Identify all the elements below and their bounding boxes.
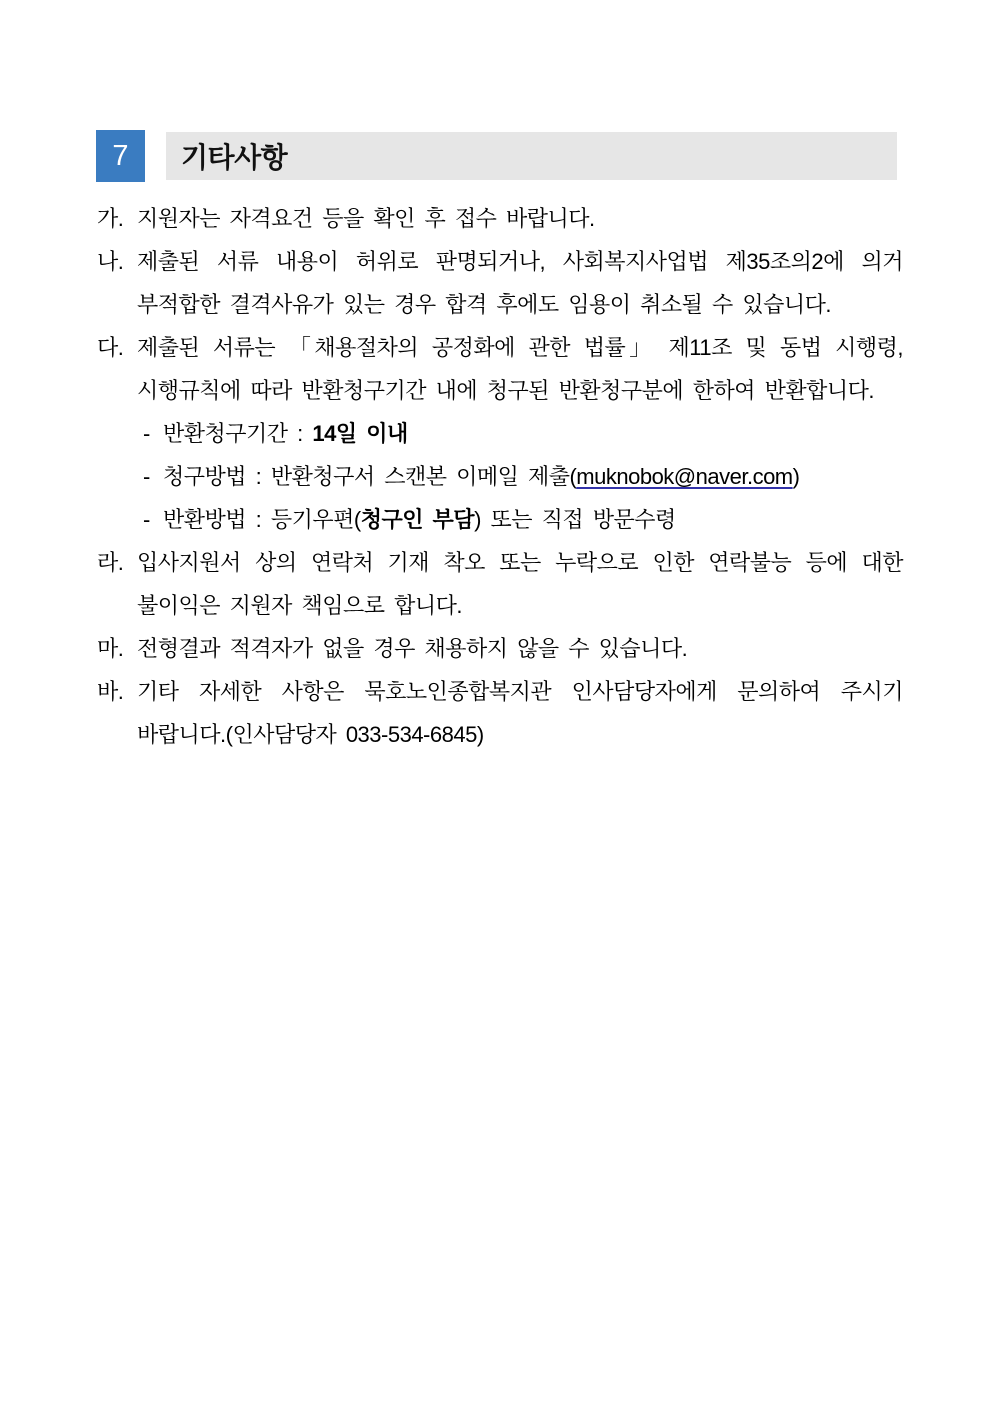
text-segment: 청구인 부담 xyxy=(360,507,475,532)
list-item-text xyxy=(137,679,903,747)
text-segment: 제출된 서류 내용이 허위로 판명되거나, 사회복지사업법 제35조의2에 의거 부적합한 결격사유가 있는 경우 합격 후에도 임용이 취소될 수 있습니다. xyxy=(137,249,903,317)
content-list xyxy=(97,197,903,756)
section-title-bar xyxy=(166,132,897,180)
sub-list-item xyxy=(143,412,883,455)
list-item-text xyxy=(137,249,903,317)
list-item-text xyxy=(137,636,687,661)
list-item-marker: 마. xyxy=(97,636,124,661)
text-segment: 반환청구기간 : xyxy=(163,421,313,446)
list-item xyxy=(97,326,903,412)
text-segment: ) 또는 직접 방문수령 xyxy=(474,507,676,532)
section-number: 7 xyxy=(112,139,129,172)
list-item-text xyxy=(137,206,595,231)
email-link[interactable]: muknobok@naver.com xyxy=(576,464,793,489)
list-item xyxy=(97,627,903,670)
text-segment: 전형결과 적격자가 없을 경우 채용하지 않을 수 있습니다. xyxy=(137,636,688,661)
sub-list-item xyxy=(143,455,883,498)
list-item-text xyxy=(137,335,903,403)
list-item xyxy=(97,670,903,756)
list-item-marker: - xyxy=(143,507,150,532)
text-segment: 14일 이내 xyxy=(312,421,408,446)
text-segment: ) xyxy=(792,464,800,489)
section-number-badge xyxy=(96,130,145,182)
list-item-marker: - xyxy=(143,421,150,446)
list-item-text xyxy=(163,464,799,489)
text-segment: 기타 자세한 사항은 묵호노인종합복지관 인사담당자에게 문의하여 주시기 바랍니다.(인사담당자 033-534-6845) xyxy=(137,679,903,747)
text-segment: 지원자는 자격요건 등을 확인 후 접수 바랍니다. xyxy=(137,206,595,231)
list-item-marker: 다. xyxy=(97,335,124,360)
list-item xyxy=(97,541,903,627)
text-segment: 입사지원서 상의 연락처 기재 착오 또는 누락으로 인한 연락불능 등에 대한 불이익은 지원자 책임으로 합니다. xyxy=(137,550,903,618)
list-item-marker: 바. xyxy=(97,679,124,704)
list-item-text xyxy=(163,421,408,446)
list-item-marker: - xyxy=(143,464,150,489)
text-segment: 청구방법 : 반환청구서 스캔본 이메일 제출( xyxy=(163,464,577,489)
section-title: 기타사항 xyxy=(181,142,288,173)
text-segment: 제출된 서류는 「채용절차의 공정화에 관한 법률」 제11조 및 동법 시행령, 시행규칙에 따라 반환청구기간 내에 청구된 반환청구분에 한하여 반환합니다. xyxy=(137,335,903,403)
sub-list-item xyxy=(143,498,883,541)
text-segment: 반환방법 : 등기우편( xyxy=(163,507,361,532)
list-item-text xyxy=(137,550,903,618)
list-item-marker: 나. xyxy=(97,249,124,274)
list-item xyxy=(97,197,903,240)
list-item-text xyxy=(163,507,676,532)
section-header xyxy=(96,130,897,182)
list-item xyxy=(97,240,903,326)
list-item-marker: 가. xyxy=(97,206,124,231)
list-item-marker: 라. xyxy=(97,550,124,575)
